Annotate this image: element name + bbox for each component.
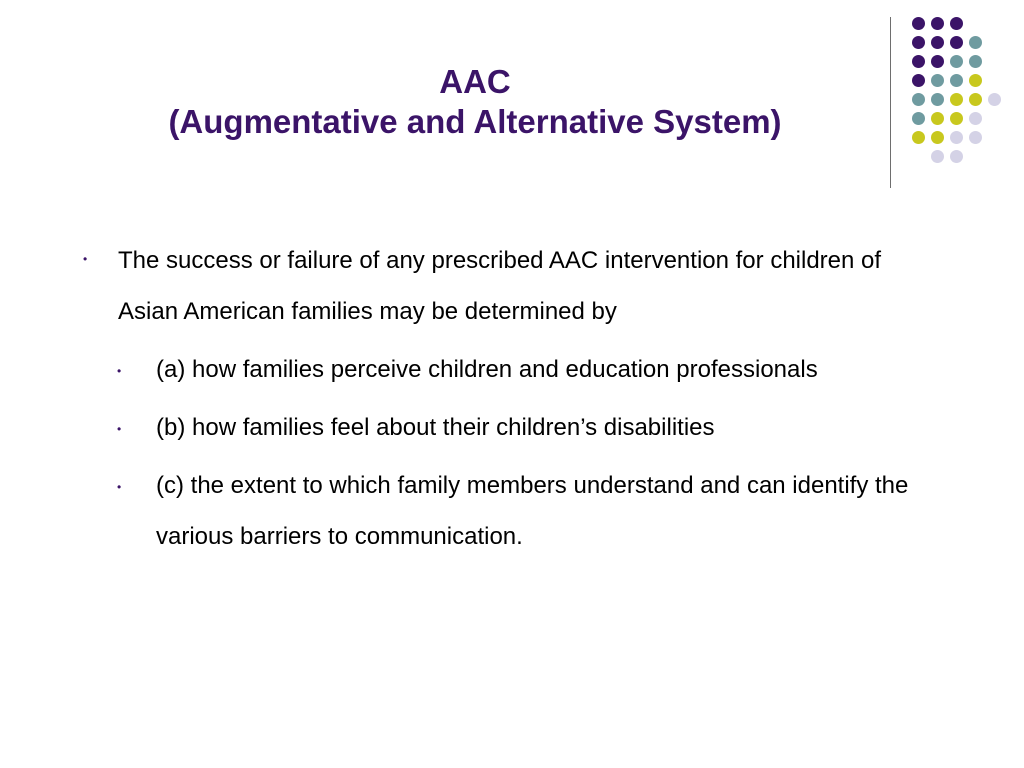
decorative-dot — [931, 17, 944, 30]
sub-bullet-b: (b) how families feel about their children’s disabilities — [156, 414, 715, 441]
decorative-dot — [988, 93, 1001, 106]
decorative-dot — [912, 131, 925, 144]
decorative-dot — [931, 55, 944, 68]
decorative-dot — [931, 150, 944, 163]
decorative-dot — [931, 131, 944, 144]
decorative-dot — [950, 36, 963, 49]
sub-bullet-c: (c) the extent to which family members understand and can identify the various barriers to communication. — [156, 472, 909, 550]
decorative-dot — [912, 36, 925, 49]
sub-bullet-a: (a) how families perceive children and education professionals — [156, 356, 818, 383]
bullet-main: The success or failure of any prescribed AAC intervention for children of Asian American families may be determined by — [118, 247, 882, 325]
decorative-dot — [931, 93, 944, 106]
sub-bullet-marker: • — [117, 364, 122, 378]
decorative-dot — [912, 112, 925, 125]
decorative-dot — [950, 17, 963, 30]
sub-bullet-marker: • — [117, 480, 122, 494]
decorative-dot — [969, 36, 982, 49]
bullet-marker: • — [83, 252, 88, 266]
decorative-dot — [912, 74, 925, 87]
decorative-dot — [969, 74, 982, 87]
decorative-dot — [969, 55, 982, 68]
decorative-dot — [912, 55, 925, 68]
decorative-dot — [931, 74, 944, 87]
title-line-1: AAC — [439, 63, 511, 100]
decorative-dot — [969, 93, 982, 106]
sub-bullet-marker: • — [117, 422, 122, 436]
title-line-2: (Augmentative and Alternative System) — [168, 103, 782, 140]
decorative-dot — [931, 36, 944, 49]
decorative-dot — [950, 150, 963, 163]
decorative-dot — [912, 17, 925, 30]
decorative-dot — [969, 112, 982, 125]
decorative-dot — [950, 112, 963, 125]
decorative-dot — [950, 74, 963, 87]
decorative-dot-pattern — [0, 0, 1024, 200]
decorative-dot — [950, 93, 963, 106]
decorative-dot — [969, 131, 982, 144]
decorative-dot — [950, 55, 963, 68]
decorative-dot — [912, 93, 925, 106]
decorative-dot — [950, 131, 963, 144]
decorative-dot — [931, 112, 944, 125]
